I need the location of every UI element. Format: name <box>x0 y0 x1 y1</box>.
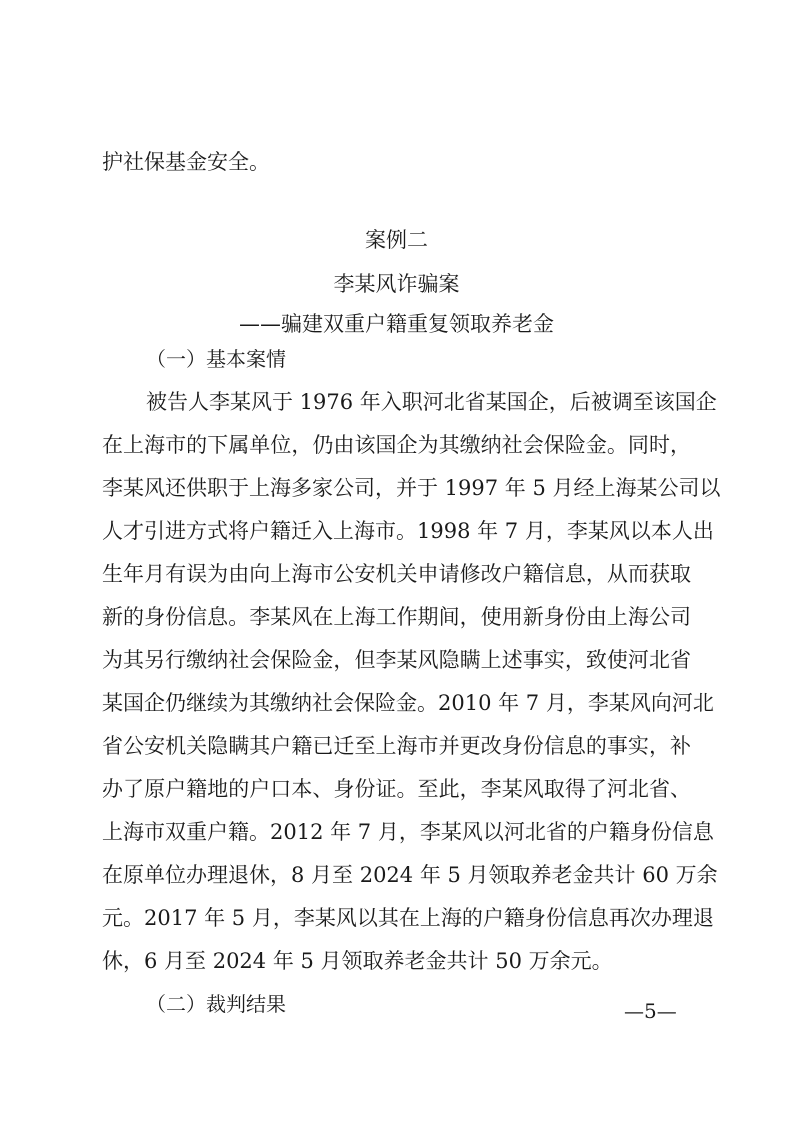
body-line: 人才引进方式将户籍迁入上海市。1998 年 7 月，李某风以本人出 <box>102 519 714 543</box>
body-line: 被告人李某风于 1976 年入职河北省某国企，后被调至该国企 <box>146 390 717 414</box>
case-title: 李某风诈骗案 <box>333 272 460 296</box>
body-line: 休，6 月至 2024 年 5 月领取养老金共计 50 万余元。 <box>102 949 613 973</box>
case-label: 案例二 <box>365 228 428 252</box>
section-heading-basic-facts: （一）基本案情 <box>146 347 286 371</box>
continuation-text: 护社保基金安全。 <box>102 150 270 174</box>
body-line: 生年月有误为由向上海市公安机关申请修改户籍信息，从而获取 <box>102 562 691 586</box>
body-line: 元。2017 年 5 月，李某风以其在上海的户籍身份信息再次办理退 <box>102 906 714 930</box>
body-line: 省公安机关隐瞒其户籍已迁至上海市并更改身份信息的事实，补 <box>102 734 691 758</box>
body-line: 某国企仍继续为其缴纳社会保险金。2010 年 7 月，李某风向河北 <box>102 691 714 715</box>
body-line: 上海市双重户籍。2012 年 7 月，李某风以河北省的户籍身份信息 <box>102 820 714 844</box>
case-subtitle: ——骗建双重户籍重复领取养老金 <box>239 312 554 336</box>
body-line: 在原单位办理退休，8 月至 2024 年 5 月领取养老金共计 60 万余 <box>102 863 718 887</box>
body-line: 李某风还供职于上海多家公司，并于 1997 年 5 月经上海某公司以 <box>102 476 721 500</box>
page-number: —5— <box>624 999 677 1023</box>
body-line: 为其另行缴纳社会保险金，但李某风隐瞒上述事实，致使河北省 <box>102 648 691 672</box>
body-line: 在上海市的下属单位，仍由该国企为其缴纳社会保险金。同时， <box>102 433 691 457</box>
body-line: 新的身份信息。李某风在上海工作期间，使用新身份由上海公司 <box>102 605 691 629</box>
section-heading-judgment: （二）裁判结果 <box>146 992 286 1016</box>
body-line: 办了原户籍地的户口本、身份证。至此，李某风取得了河北省、 <box>102 777 691 801</box>
